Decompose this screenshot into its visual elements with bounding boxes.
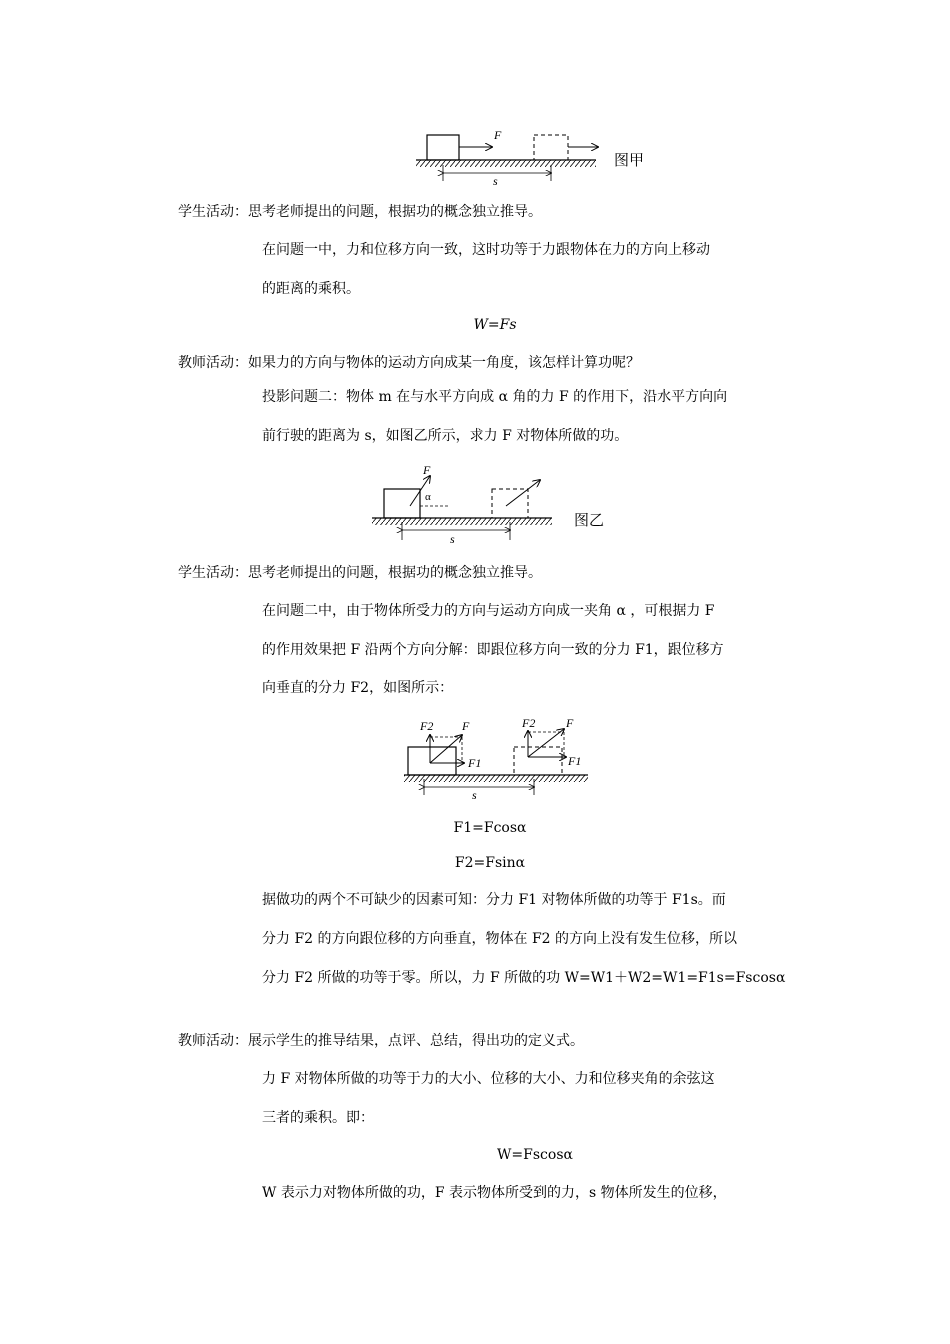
paragraph-line: 向垂直的分力 F2，如图所示： — [262, 680, 454, 696]
f-label: F — [566, 716, 574, 730]
teacher-activity-2: 教师活动：展示学生的推导结果，点评、总结，得出功的定义式。 — [178, 1033, 584, 1049]
displacement-label: s — [450, 532, 455, 546]
paragraph-line: 据做功的两个不可缺少的因素可知：分力 F1 对物体所做的功等于 F1s。而 — [262, 892, 726, 908]
label: 教师活动： — [178, 355, 248, 371]
paragraph-line: 在问题一中，力和位移方向一致，这时功等于力跟物体在力的方向上移动 — [262, 242, 710, 258]
teacher-activity-1: 教师活动：如果力的方向与物体的运动方向成某一角度，该怎样计算功呢？ — [178, 355, 640, 371]
paragraph-line: 分力 F2 所做的功等于零。所以，力 F 所做的功 W=W1＋W2=W1=F1s=Fscosα — [262, 970, 786, 986]
student-activity-2: 学生活动：思考老师提出的问题，根据功的概念独立推导。 — [178, 565, 542, 581]
f1-label: F1 — [468, 756, 482, 770]
paragraph-line: 前行驶的距离为 s，如图乙所示，求力 F 对物体所做的功。 — [262, 428, 629, 444]
figure-caption: 图乙 — [574, 511, 605, 529]
f-label: F — [462, 719, 470, 733]
f1-label: F1 — [568, 754, 582, 768]
equation: F2=Fsinα — [454, 855, 526, 871]
paragraph-line: W 表示力对物体所做的功，F 表示物体所受到的力，s 物体所发生的位移， — [262, 1185, 727, 1201]
figure-decomposition — [400, 715, 600, 801]
paragraph-line: 分力 F2 的方向跟位移的方向垂直，物体在 F2 的方向上没有发生位移，所以 — [262, 931, 738, 947]
student-activity-1: 学生活动：思考老师提出的问题，根据功的概念独立推导。 — [178, 204, 542, 220]
f2-label: F2 — [522, 716, 536, 730]
label: 学生活动： — [178, 204, 248, 220]
paragraph-line: 的距离的乘积。 — [262, 281, 360, 297]
f2-label: F2 — [420, 719, 434, 733]
angle-label: α — [425, 491, 431, 503]
paragraph-line: 投影问题二：物体 m 在与水平方向成 α 角的力 F 的作用下，沿水平方向向 — [262, 389, 728, 405]
paragraph-line: 三者的乘积。即： — [262, 1110, 374, 1126]
displacement-label: s — [472, 788, 477, 801]
paragraph-line: 的作用效果把 F 沿两个方向分解：即跟位移方向一致的分力 F1，跟位移方 — [262, 642, 724, 658]
label: 学生活动： — [178, 565, 248, 581]
figure-jia — [410, 125, 610, 187]
equation: W=Fs — [473, 317, 517, 333]
force-label: F — [494, 128, 502, 142]
equation: F1=Fcosα — [453, 820, 527, 836]
paragraph-line: 力 F 对物体所做的功等于力的大小、位移的大小、力和位移夹角的余弦这 — [262, 1071, 715, 1087]
force-label: F — [423, 463, 431, 477]
figure-caption: 图甲 — [614, 151, 645, 169]
figure-yi — [368, 462, 568, 548]
label: 教师活动： — [178, 1033, 248, 1049]
equation: W=Fscosα — [497, 1147, 573, 1163]
displacement-label: s — [493, 174, 498, 187]
paragraph-line: 在问题二中，由于物体所受力的方向与运动方向成一夹角 α ，可根据力 F — [262, 603, 715, 619]
